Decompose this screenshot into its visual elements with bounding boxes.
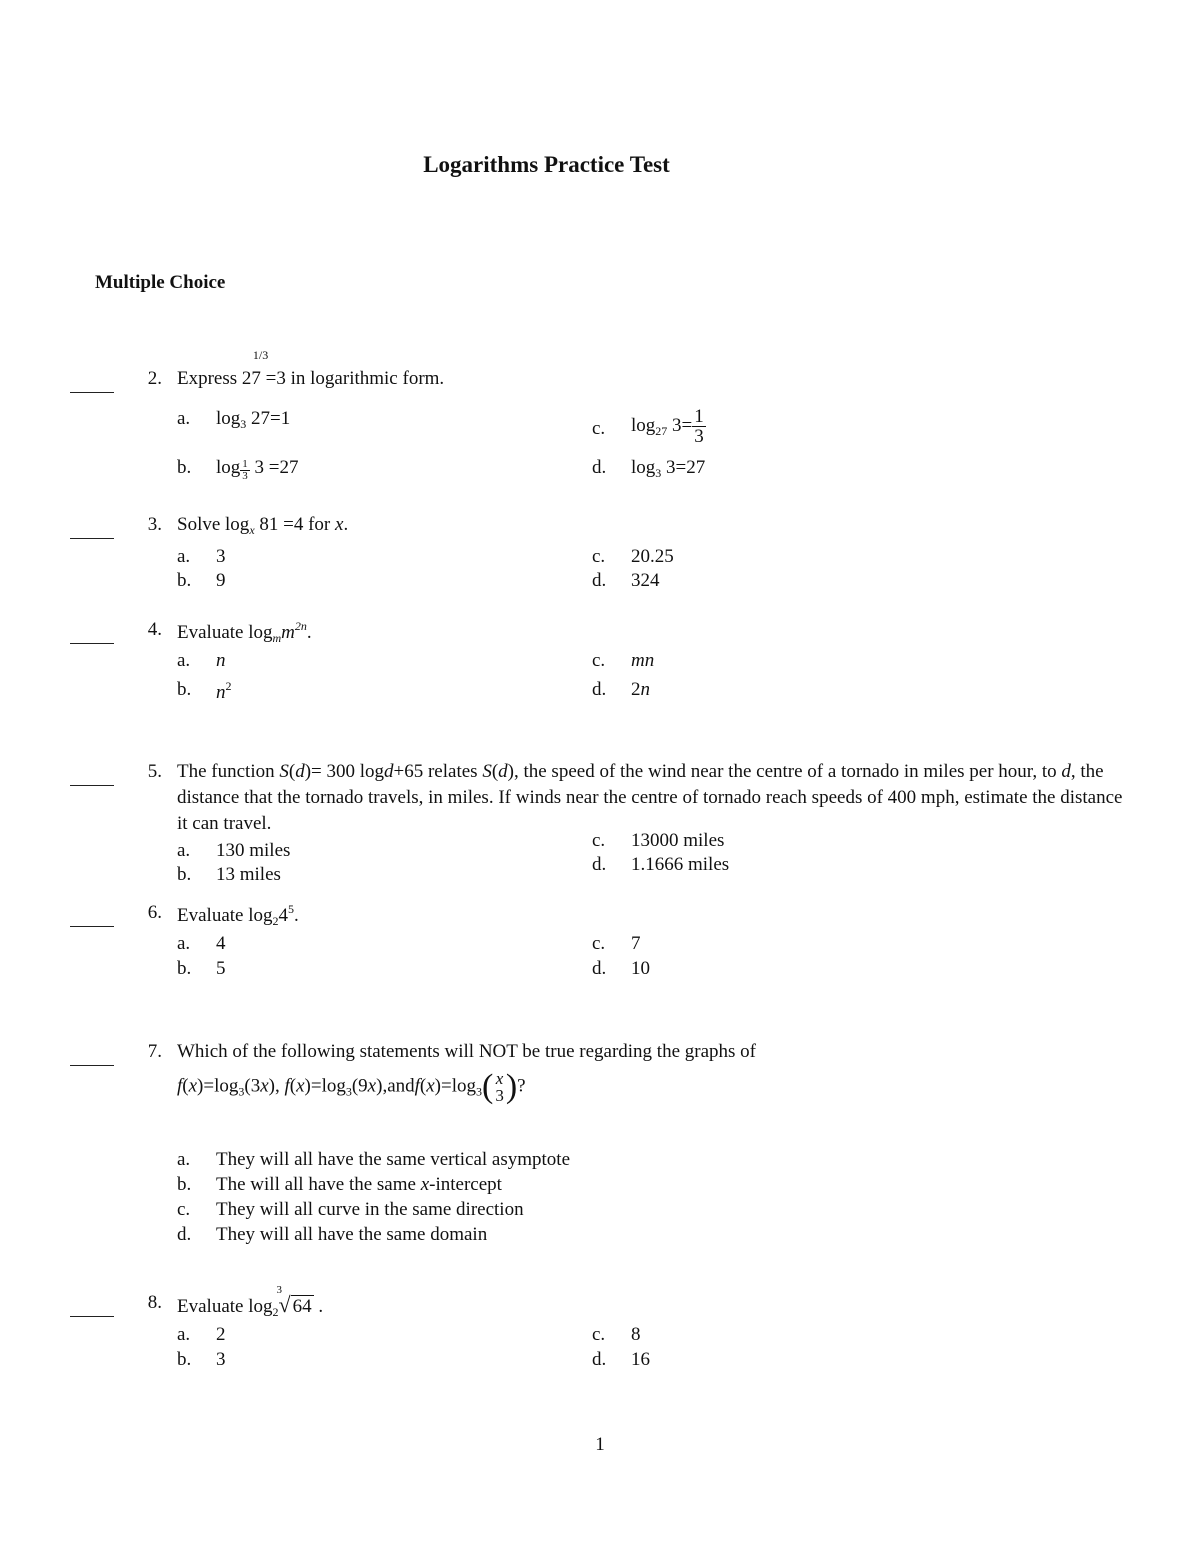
option-q5-c[interactable]: c. 13000 miles: [592, 830, 725, 851]
section-heading: Multiple Choice: [95, 272, 226, 293]
option-q3-d[interactable]: d. 324: [592, 570, 660, 591]
question-number: 7.: [147, 1041, 162, 1062]
answer-blank-q4[interactable]: [70, 643, 114, 644]
question-number: 8.: [147, 1292, 162, 1313]
question-text-q5: The function S(d)= 300 logd+65 relates S(d), the speed of the wind near the centre of a tornado in miles per hour, to d, the distance that the tornado travels, in miles. If winds near the centre of tornado reach speeds of 400 mph, estimate the distance it can travel.: [177, 761, 1123, 834]
option-q2-c[interactable]: c. $\log_{27} 3=$ $\frac{1}{3}$: [592, 406, 704, 447]
question-number: 2.: [147, 368, 162, 389]
option-q8-d[interactable]: d. 16: [592, 1349, 650, 1370]
answer-blank-q7[interactable]: [70, 1065, 114, 1066]
option-q8-b[interactable]: b. 3: [177, 1349, 226, 1370]
answer-blank-q2[interactable]: [70, 392, 114, 393]
answer-blank-q6[interactable]: [70, 926, 114, 927]
answer-blank-q5[interactable]: [70, 785, 114, 786]
option-q3-b[interactable]: b. 9: [177, 570, 226, 591]
option-q2-a[interactable]: a. $\log_3 27=1$: [177, 408, 291, 431]
option-q8-c[interactable]: c. 8: [592, 1324, 641, 1345]
option-q5-d[interactable]: d. 1.1666 miles: [592, 854, 730, 875]
option-q4-a[interactable]: a. n: [177, 650, 226, 671]
option-q4-b[interactable]: b. $n^2$: [177, 679, 232, 703]
question-text-q7: Which of the following statements will NOT be true regarding the graphs of: [177, 1041, 756, 1062]
option-q6-c[interactable]: c. 7: [592, 933, 641, 954]
option-q3-a[interactable]: a. 3: [177, 546, 226, 567]
option-q3-c[interactable]: c. 20.25: [592, 546, 674, 567]
option-q8-a[interactable]: a. 2: [177, 1324, 226, 1345]
option-q2-d[interactable]: d. $\log_3 3=27$: [592, 457, 706, 480]
question-number: 4.: [147, 619, 162, 640]
option-q7-c[interactable]: c. They will all curve in the same direction: [177, 1199, 524, 1220]
option-q4-d[interactable]: d. 2n: [592, 679, 650, 700]
radical-symbol: 3 √ 64: [276, 1284, 312, 1317]
option-q4-c[interactable]: c. mn: [592, 650, 655, 671]
option-q7-d[interactable]: d. They will all have the same domain: [177, 1224, 488, 1245]
function-list-q7: $f(x)=\log_3(3x)$, $f(x)=\log_3(9x),andf(x)=\log_3$( x 3 )?: [177, 1068, 526, 1105]
option-q7-a[interactable]: a. They will all have the same vertical asymptote: [177, 1149, 571, 1170]
question-text-q3: Solve $\log_x 81 =4$ for x.: [177, 514, 349, 537]
option-q6-b[interactable]: b. 5: [177, 958, 226, 979]
question-text-q8: Evaluate $\log_2$ 3 √ 64 .: [177, 1284, 324, 1319]
question-text-q6: Evaluate $\log_24^5$.: [177, 902, 299, 928]
option-q2-b[interactable]: b. log $\frac{1}{3}$ 3 =27: [177, 457, 299, 482]
question-text-q2: Express 27 1/3 =3 in logarithmic form.: [177, 348, 445, 389]
question-number: 6.: [147, 902, 162, 923]
option-q6-a[interactable]: a. 4: [177, 933, 226, 954]
option-q7-b[interactable]: b. The will all have the same x-intercept: [177, 1174, 502, 1195]
page-number: 1: [595, 1434, 605, 1455]
option-q6-d[interactable]: d. 10: [592, 958, 650, 979]
answer-blank-q8[interactable]: [70, 1316, 114, 1317]
question-number: 3.: [147, 514, 162, 535]
question-number: 5.: [147, 761, 162, 782]
page-title: Logarithms Practice Test: [423, 152, 670, 177]
option-q5-b[interactable]: b. 13 miles: [177, 864, 281, 885]
option-q5-a[interactable]: a. 130 miles: [177, 840, 291, 861]
question-text-q4: Evaluate $\log_mm^{2n}$.: [177, 619, 312, 645]
answer-blank-q3[interactable]: [70, 538, 114, 539]
